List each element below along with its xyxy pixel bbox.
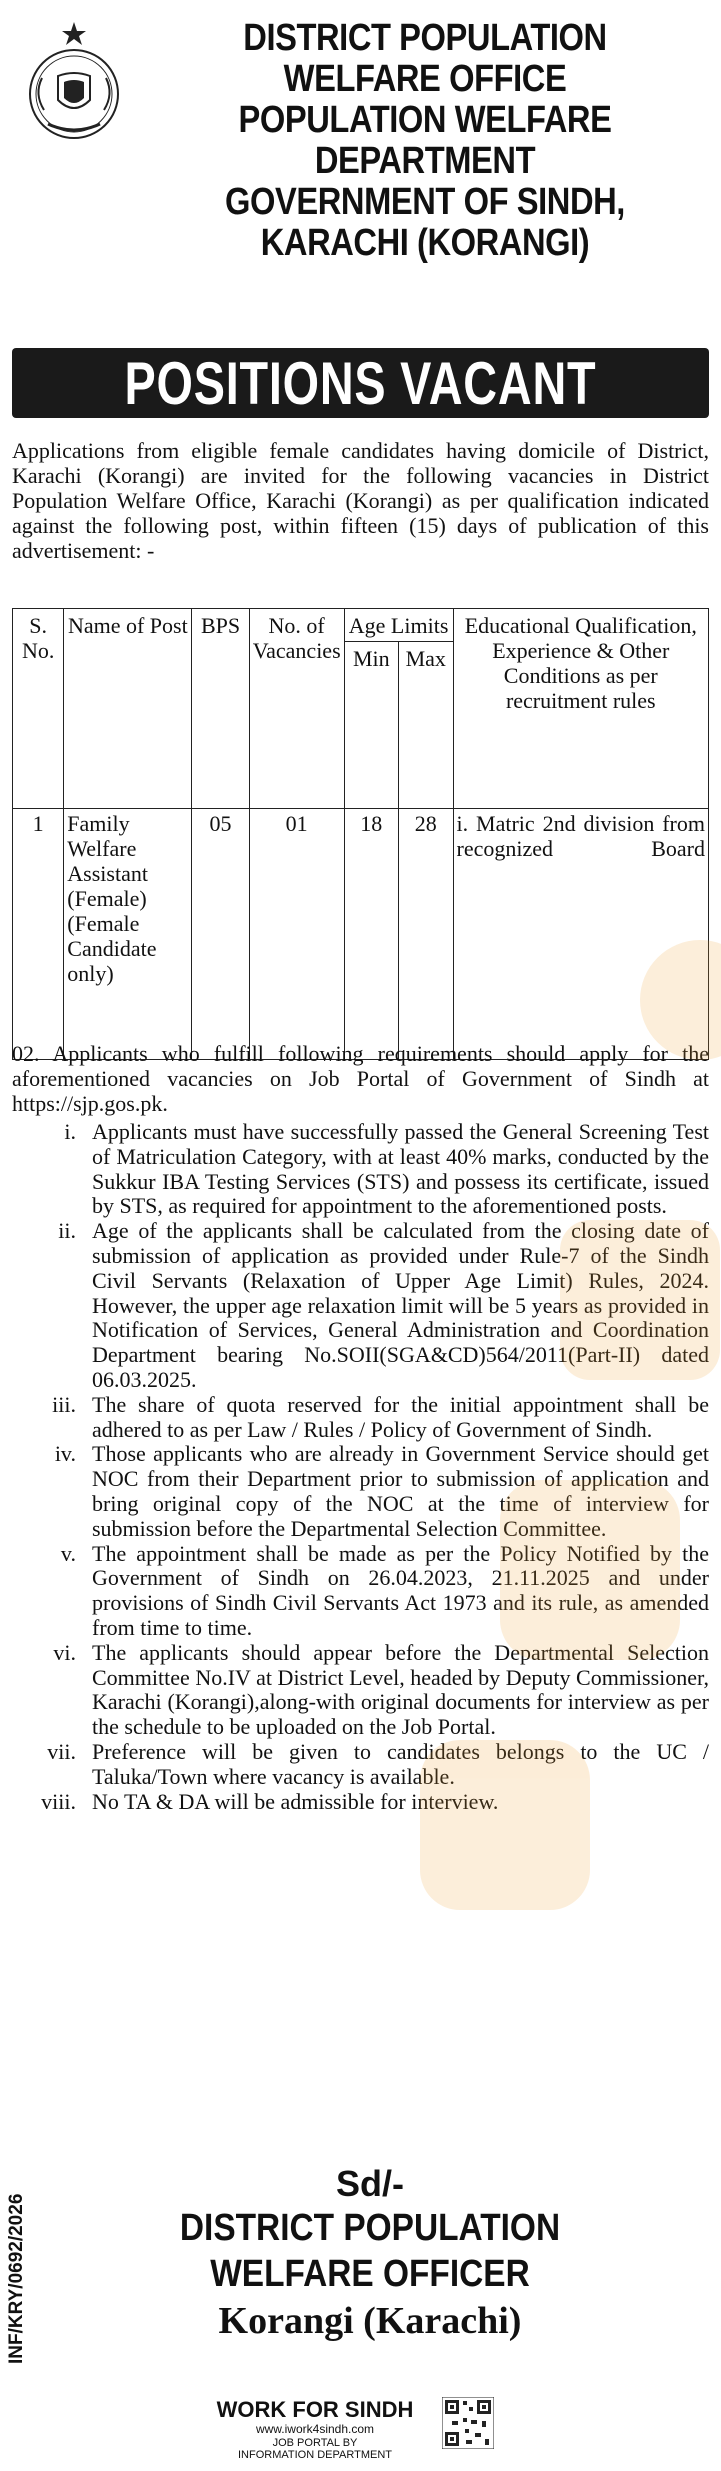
header-line: WELFARE OFFICE [283, 58, 567, 100]
list-item [12, 1542, 709, 1641]
banner-text: POSITIONS VACANT [124, 349, 597, 417]
item-text: Applicants must have successfully passed the General Screening Test of Matriculation Category, with at least 40% marks, conducted by the Sukkur IBA Testing Services (STS) and possess its certificate, issued by STS, as required for appointment to the aforementioned posts. [92, 1119, 709, 1219]
footer-title: WORK FOR SINDH [216, 2397, 414, 2422]
table-header-row [13, 609, 709, 642]
list-item [12, 1442, 709, 1541]
reference-number: INF/KRY/0692/2026 [6, 2193, 27, 2364]
header-min: Min [344, 642, 398, 809]
item-text: The appointment shall be made as per the Policy Notified by the Government of Sindh on 26.04.2023, 21.11.2025 and under provisions of Sindh Civil Servants Act 1973 and its rule, as amended from time to time. [92, 1540, 709, 1640]
header-line: POPULATION WELFARE [238, 99, 612, 141]
footer-sub-line: JOB PORTAL BY [272, 2437, 358, 2449]
list-item [12, 1219, 709, 1393]
cell-min-age: 18 [344, 809, 398, 1060]
education-text: i. Matric 2nd division from recognized Board [456, 811, 705, 861]
header-post: Name of Post [64, 609, 192, 809]
header-line: DISTRICT POPULATION [243, 17, 607, 59]
item-number: i. [64, 1119, 76, 1144]
item-text: Age of the applicants shall be calculated from the closing date of submission of application as provided under Rule-7 of the Sindh Civil Servants (Relaxation of Upper Age Limit) Rules, 2024. However, the upper age relaxation limit will be 5 years as provided in Notification of Services, General Administration and Coordination Department bearing No.SOII(SGA&CD)564/2011(Part-II) dated 06.03.2025. [92, 1218, 709, 1392]
header-title [140, 18, 710, 264]
footer-url: www.iwork4sindh.com [255, 2422, 375, 2436]
cell-bps: 05 [192, 809, 249, 1060]
list-item [12, 1641, 709, 1740]
requirements-paragraph: 02. Applicants who fulfill following requirements should apply for the aforementioned vacancies on Job Portal of Government of Sindh at https://sjp.gos.pk. [12, 1041, 709, 1116]
footer-sub-line: INFORMATION DEPARTMENT [238, 2449, 392, 2461]
header-line: DEPARTMENT [314, 140, 536, 182]
footer-sub [210, 2437, 420, 2461]
positions-vacant-banner [12, 348, 709, 418]
header-line: GOVERNMENT OF SINDH, [225, 181, 625, 223]
requirements-list [12, 1120, 709, 1814]
item-text: Those applicants who are already in Government Service should get NOC from their Department prior to submission of application and bring original copy of the NOC at the time of interview for submission before the Departmental Selection Committee. [92, 1441, 709, 1541]
item-number: vii. [47, 1738, 76, 1764]
item-number: iv. [54, 1441, 76, 1467]
vacancy-table [12, 608, 709, 1060]
item-text: The share of quota reserved for the initial appointment shall be adhered to as per Law / Rules / Policy of Government of Sindh. [92, 1391, 709, 1442]
signature-place: Korangi (Karachi) [218, 2300, 522, 2342]
cell-education [453, 809, 708, 1060]
footer-logo [210, 2395, 510, 2467]
item-text: The applicants should appear before the Departmental Selection Committee No.IV at District Level, headed by Deputy Commissioner, Karachi (Korangi),along-with original documents for interview as per the schedule to be uploaded on the Job Portal. [92, 1639, 709, 1740]
item-number: viii. [41, 1788, 76, 1814]
cell-post [64, 809, 192, 1060]
header-line: KARACHI (KORANGI) [260, 222, 590, 264]
qr-code-icon [442, 2397, 494, 2449]
cell-sno: 1 [13, 809, 64, 1060]
item-number: vi. [53, 1639, 76, 1665]
item-number: v. [60, 1540, 76, 1566]
header-vacancies: No. of Vacancies [249, 609, 344, 809]
header-sno: S. No. [13, 609, 64, 809]
signature-block [40, 2163, 700, 2345]
header-age-limits: Age Limits [344, 609, 453, 642]
signature-title-line: WELFARE OFFICER [210, 2253, 530, 2295]
sindh-emblem-icon [14, 20, 134, 142]
list-item [12, 1120, 709, 1219]
signature-title-line: DISTRICT POPULATION [179, 2207, 561, 2249]
post-name: Family Welfare Assistant (Female) (Female Candidate only) [67, 811, 157, 986]
header-education: Educational Qualification, Experience & Other Conditions as per recruitment rules [453, 609, 708, 809]
item-number: ii. [58, 1218, 76, 1244]
signature-sd: Sd/- [336, 2163, 404, 2204]
cell-max-age: 28 [398, 809, 453, 1060]
cell-vacancies: 01 [249, 809, 344, 1060]
item-text: Preference will be given to candidates belongs to the UC / Taluka/Town where vacancy is available. [92, 1738, 709, 1789]
header-max: Max [398, 642, 453, 809]
list-item [12, 1740, 709, 1790]
table-row [13, 809, 709, 1060]
item-text: No TA & DA will be admissible for interview. [92, 1788, 499, 1814]
intro-paragraph: Applications from eligible female candidates having domicile of District, Karachi (Korangi) are invited for the following vacancies in District Population Welfare Office, Karachi (Korangi) as per qualification indicated against the following post, within fifteen (15) days of publication of this advertisement: - [12, 438, 709, 563]
item-number: iii. [52, 1391, 76, 1417]
header-bps: BPS [192, 609, 249, 809]
list-item [12, 1393, 709, 1443]
list-item [12, 1790, 709, 1815]
